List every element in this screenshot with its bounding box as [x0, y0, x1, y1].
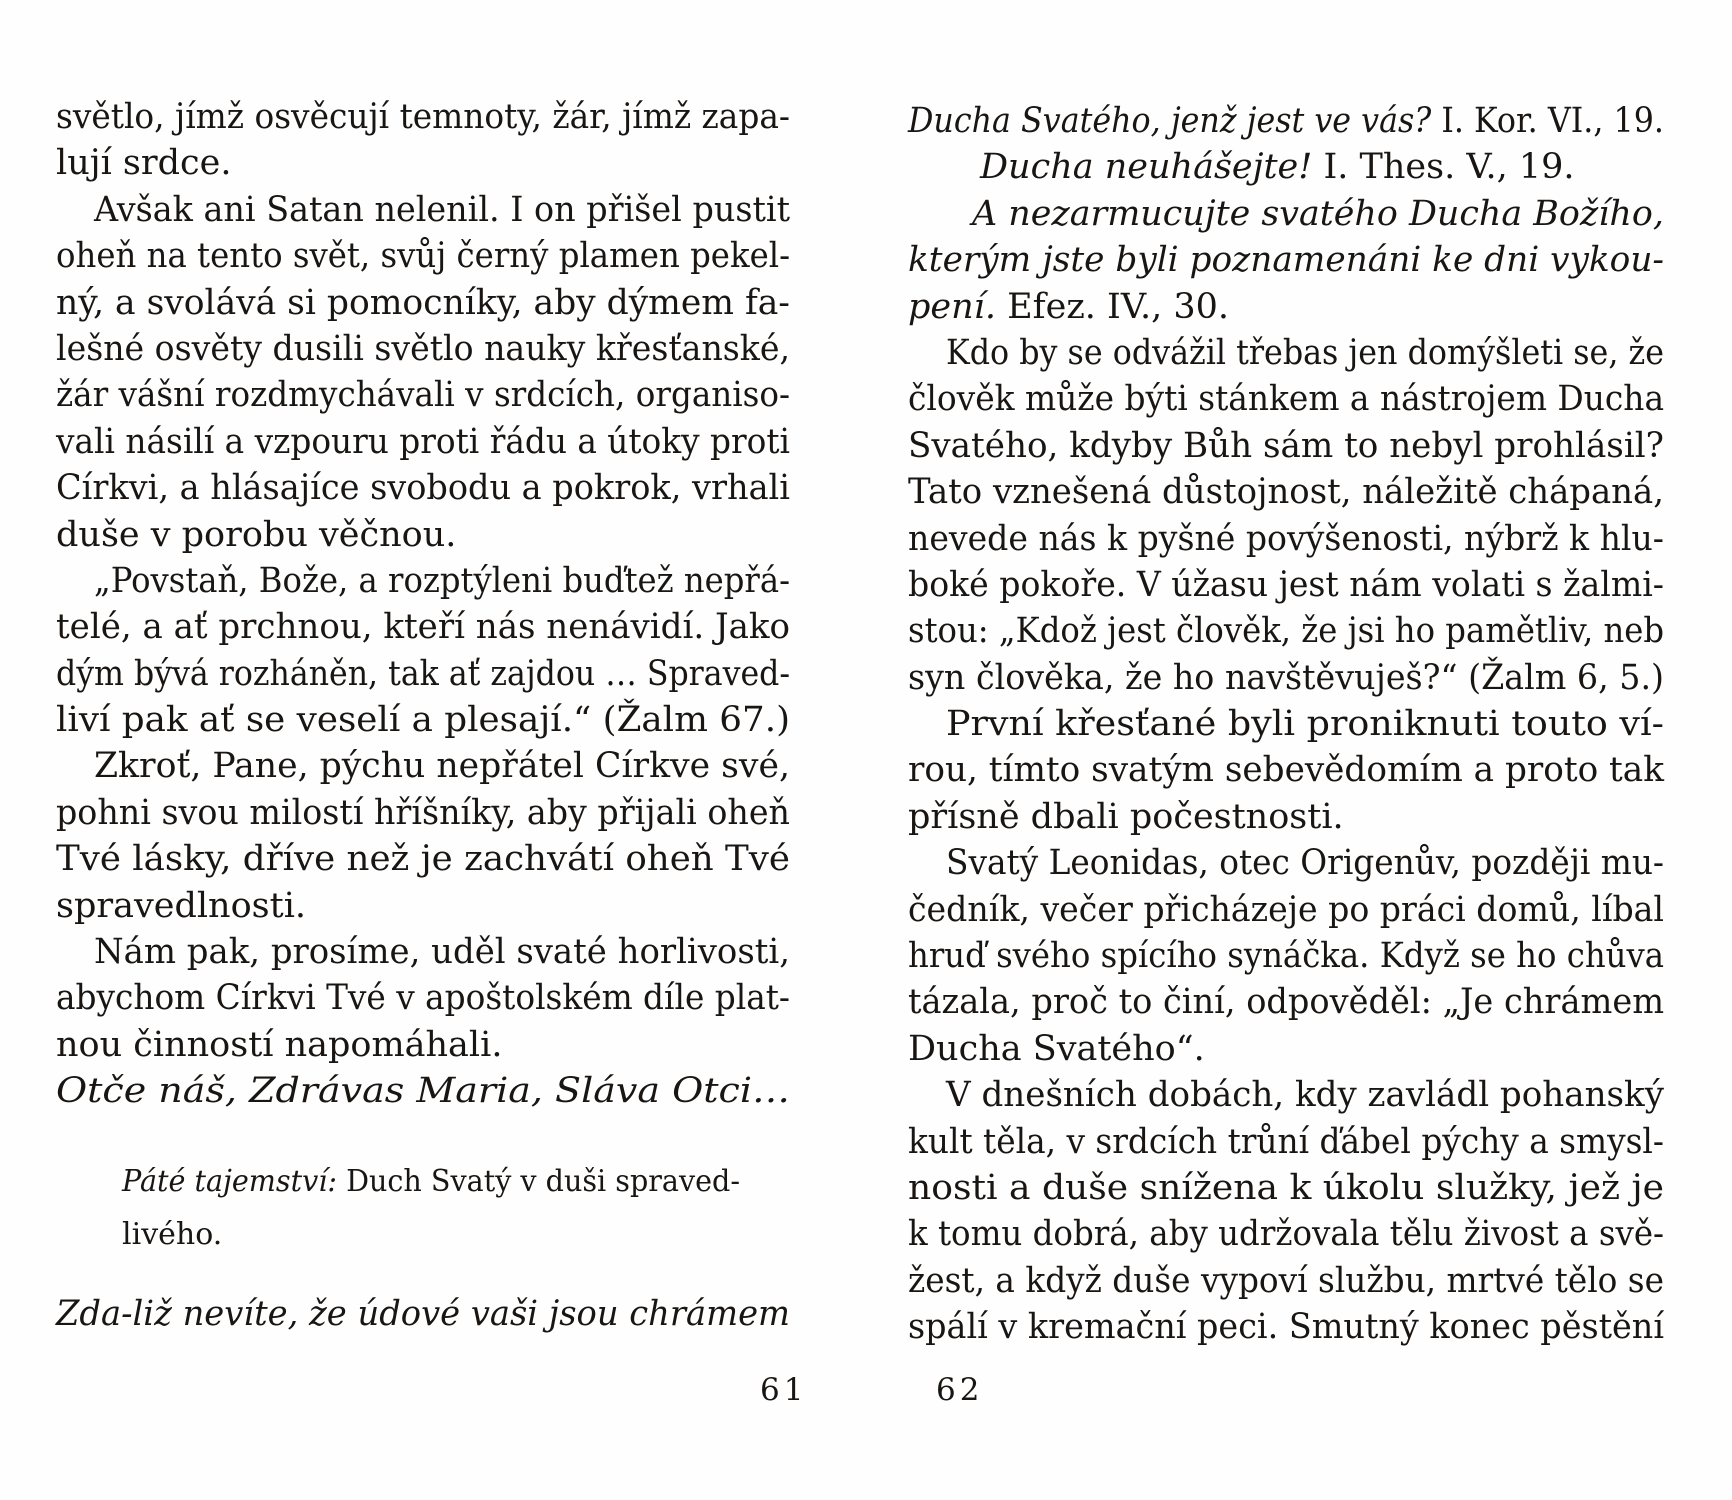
text-segment: liví pak ať se veselí a plesají.“ (Žalm 67.) — [56, 700, 791, 741]
page-text-column — [908, 0, 1664, 1351]
text-segment: vali násilí a vzpouru proti řádu a útoky proti — [56, 421, 791, 462]
text-segment: stou: „Kdož jest člověk, že jsi ho pamětliv, neb — [908, 611, 1665, 652]
text-line — [56, 465, 790, 511]
book-page-left — [56, 0, 808, 1500]
text-segment: „Povstaň, Bože, a rozptýleni buďtež nepřá- — [94, 560, 790, 601]
page-number: 61 — [760, 1372, 808, 1408]
text-segment: abychom Církvi Tvé v apoštolském díle plat- — [56, 978, 790, 1019]
italic-text-segment: kterým jste byli poznamenáni ke dni vykou- — [908, 240, 1665, 281]
text-line — [56, 651, 790, 697]
text-segment: Svatého, kdyby Bůh sám to nebyl prohlásil? — [908, 425, 1664, 466]
text-segment: lují srdce. — [56, 143, 232, 184]
text-line — [908, 237, 1664, 283]
italic-text-segment: A nezarmucujte svatého Ducha Božího, — [972, 193, 1664, 234]
italic-text-segment: Otče náš, Zdrávas Maria, Sláva Otci… — [56, 1071, 790, 1112]
text-line — [908, 747, 1664, 793]
text-segment: člověk může býti stánkem a nástrojem Ducha — [908, 379, 1665, 420]
body-text-block — [908, 98, 1664, 1351]
text-line — [908, 933, 1664, 979]
text-segment: k tomu dobrá, aby udržovala tělu živost a svě- — [908, 1214, 1665, 1255]
text-line — [56, 790, 790, 836]
text-segment: rou, tímto svatým sebevědomím a proto tak — [908, 750, 1664, 791]
text-line — [908, 1165, 1664, 1211]
text-segment: Kdo by se odvážil třebas jen domýšleti se, že — [946, 332, 1665, 373]
book-page-right — [908, 0, 1664, 1500]
text-line — [56, 743, 790, 789]
italic-text-segment: pení. — [908, 286, 996, 327]
text-line — [56, 1291, 790, 1337]
text-segment: spálí v kremační peci. Smutný konec pěstění — [908, 1307, 1665, 1348]
text-segment: nou činností napomáhali. — [56, 1024, 503, 1065]
text-segment: I. Thes. V., 19. — [1312, 147, 1575, 188]
text-line — [56, 1022, 790, 1068]
text-line — [908, 98, 1664, 144]
text-line — [908, 469, 1664, 515]
text-segment: Efez. IV., 30. — [995, 286, 1230, 327]
text-line — [908, 516, 1664, 562]
text-line — [908, 1258, 1664, 1304]
closing-text-block — [56, 1291, 790, 1337]
text-segment: Zkroť, Pane, pýchu nepřátel Církve své, — [94, 746, 790, 787]
text-line — [908, 1026, 1664, 1072]
text-segment: spravedlnosti. — [56, 885, 307, 926]
text-line — [56, 1068, 790, 1114]
text-segment: Tato vznešená důstojnost, náležitě chápaná, — [908, 472, 1664, 513]
text-line — [56, 512, 790, 558]
page-text-column — [56, 0, 790, 1337]
text-line — [56, 558, 790, 604]
note-text-block — [122, 1155, 740, 1261]
text-segment: syn člověka, že ho navštěvuješ?“ (Žalm 6, 5.) — [908, 657, 1665, 698]
text-line — [56, 140, 790, 186]
text-line — [56, 372, 790, 418]
text-segment: lešné osvěty dusili světlo nauky křesťanské, — [56, 328, 790, 369]
text-segment: telé, a ať prchnou, kteří nás nenávidí. Jako — [56, 607, 791, 648]
text-segment: Nám pak, prosíme, uděl svaté horlivosti, — [94, 932, 790, 973]
text-segment: žár vášní rozdmychávali v srdcích, organiso- — [56, 375, 791, 416]
page-number: 62 — [936, 1372, 984, 1408]
text-line — [908, 376, 1664, 422]
text-line — [908, 1119, 1664, 1165]
italic-text-segment: Ducha Svatého, jenž jest ve vás? — [908, 101, 1432, 141]
text-line — [908, 1304, 1664, 1350]
text-segment: boké pokoře. V úžasu jest nám volati s žalmi- — [908, 564, 1664, 605]
text-line — [56, 697, 790, 743]
text-line — [908, 562, 1664, 608]
text-segment: Svatý Leonidas, otec Origenův, později mu- — [946, 843, 1665, 884]
text-line — [908, 794, 1664, 840]
text-segment: V dnešních dobách, kdy zavládl pohanský — [946, 1075, 1664, 1116]
text-line — [908, 840, 1664, 886]
text-segment: čedník, večer přicházeje po práci domů, líbal — [908, 889, 1665, 930]
italic-text-segment: Páté tajemství: — [122, 1163, 337, 1199]
text-line — [908, 608, 1664, 654]
italic-text-segment: Zda-liž nevíte, že údové vaši jsou chrámem — [56, 1293, 791, 1334]
text-line — [56, 604, 790, 650]
text-line — [908, 423, 1664, 469]
text-line — [56, 883, 790, 929]
text-line — [56, 280, 790, 326]
text-line — [908, 1072, 1664, 1118]
text-line — [908, 191, 1664, 237]
italic-text-segment: Ducha neuhášejte! — [980, 147, 1313, 188]
text-segment: livého. — [122, 1216, 223, 1252]
text-line — [56, 419, 790, 465]
text-line — [908, 330, 1664, 376]
text-line — [908, 701, 1664, 747]
text-line — [56, 94, 790, 140]
text-segment: ný, a svolává si pomocníky, aby dýmem fa- — [56, 282, 790, 323]
text-segment: První křesťané byli proniknuti touto ví- — [946, 704, 1664, 745]
text-segment: dým bývá rozháněn, tak ať zajdou … Spraved- — [56, 653, 791, 694]
text-line — [56, 836, 790, 882]
text-segment: světlo, jímž osvěcují temnoty, žár, jímž zapa- — [56, 97, 790, 137]
text-line — [908, 655, 1664, 701]
text-segment: pohni svou milostí hříšníky, aby přijali oheň — [56, 792, 790, 833]
text-line — [122, 1208, 740, 1261]
text-line — [56, 326, 790, 372]
text-segment: nevede nás k pyšné povýšenosti, nýbrž k hlu- — [908, 518, 1665, 559]
text-line — [56, 233, 790, 279]
text-segment: Církvi, a hlásajíce svobodu a pokrok, vrhali — [56, 468, 790, 509]
text-segment: Ducha Svatého“. — [908, 1028, 1205, 1069]
text-line — [908, 887, 1664, 933]
text-segment: oheň na tento svět, svůj černý plamen pekel- — [56, 236, 791, 277]
text-line — [56, 187, 790, 233]
text-line — [908, 144, 1664, 190]
text-line — [908, 284, 1664, 330]
text-segment: kult těla, v srdcích trůní ďábel pýchy a smysl- — [908, 1121, 1664, 1162]
text-segment: Duch Svatý v duši spraved- — [336, 1163, 740, 1199]
text-segment: tázala, proč to činí, odpověděl: „Je chrámem — [908, 982, 1665, 1023]
text-segment: nosti a duše snížena k úkolu služky, jež je — [908, 1167, 1665, 1208]
text-segment: Tvé lásky, dříve než je zachvátí oheň Tvé — [56, 839, 791, 880]
text-line — [908, 979, 1664, 1025]
text-segment: přísně dbali počestnosti. — [908, 796, 1344, 837]
text-segment: hruď svého spícího synáčka. Když se ho chůva — [908, 936, 1665, 977]
text-line — [122, 1155, 740, 1208]
text-line — [56, 929, 790, 975]
text-line — [908, 1211, 1664, 1257]
text-segment: žest, a když duše vypoví službu, mrtvé tělo se — [908, 1260, 1664, 1301]
text-segment: I. Kor. VI., 19. — [1431, 101, 1664, 141]
body-text-block — [56, 94, 790, 1115]
text-line — [56, 975, 790, 1021]
text-segment: duše v porobu věčnou. — [56, 514, 457, 555]
text-segment: Avšak ani Satan nelenil. I on přišel pustit — [94, 189, 791, 230]
